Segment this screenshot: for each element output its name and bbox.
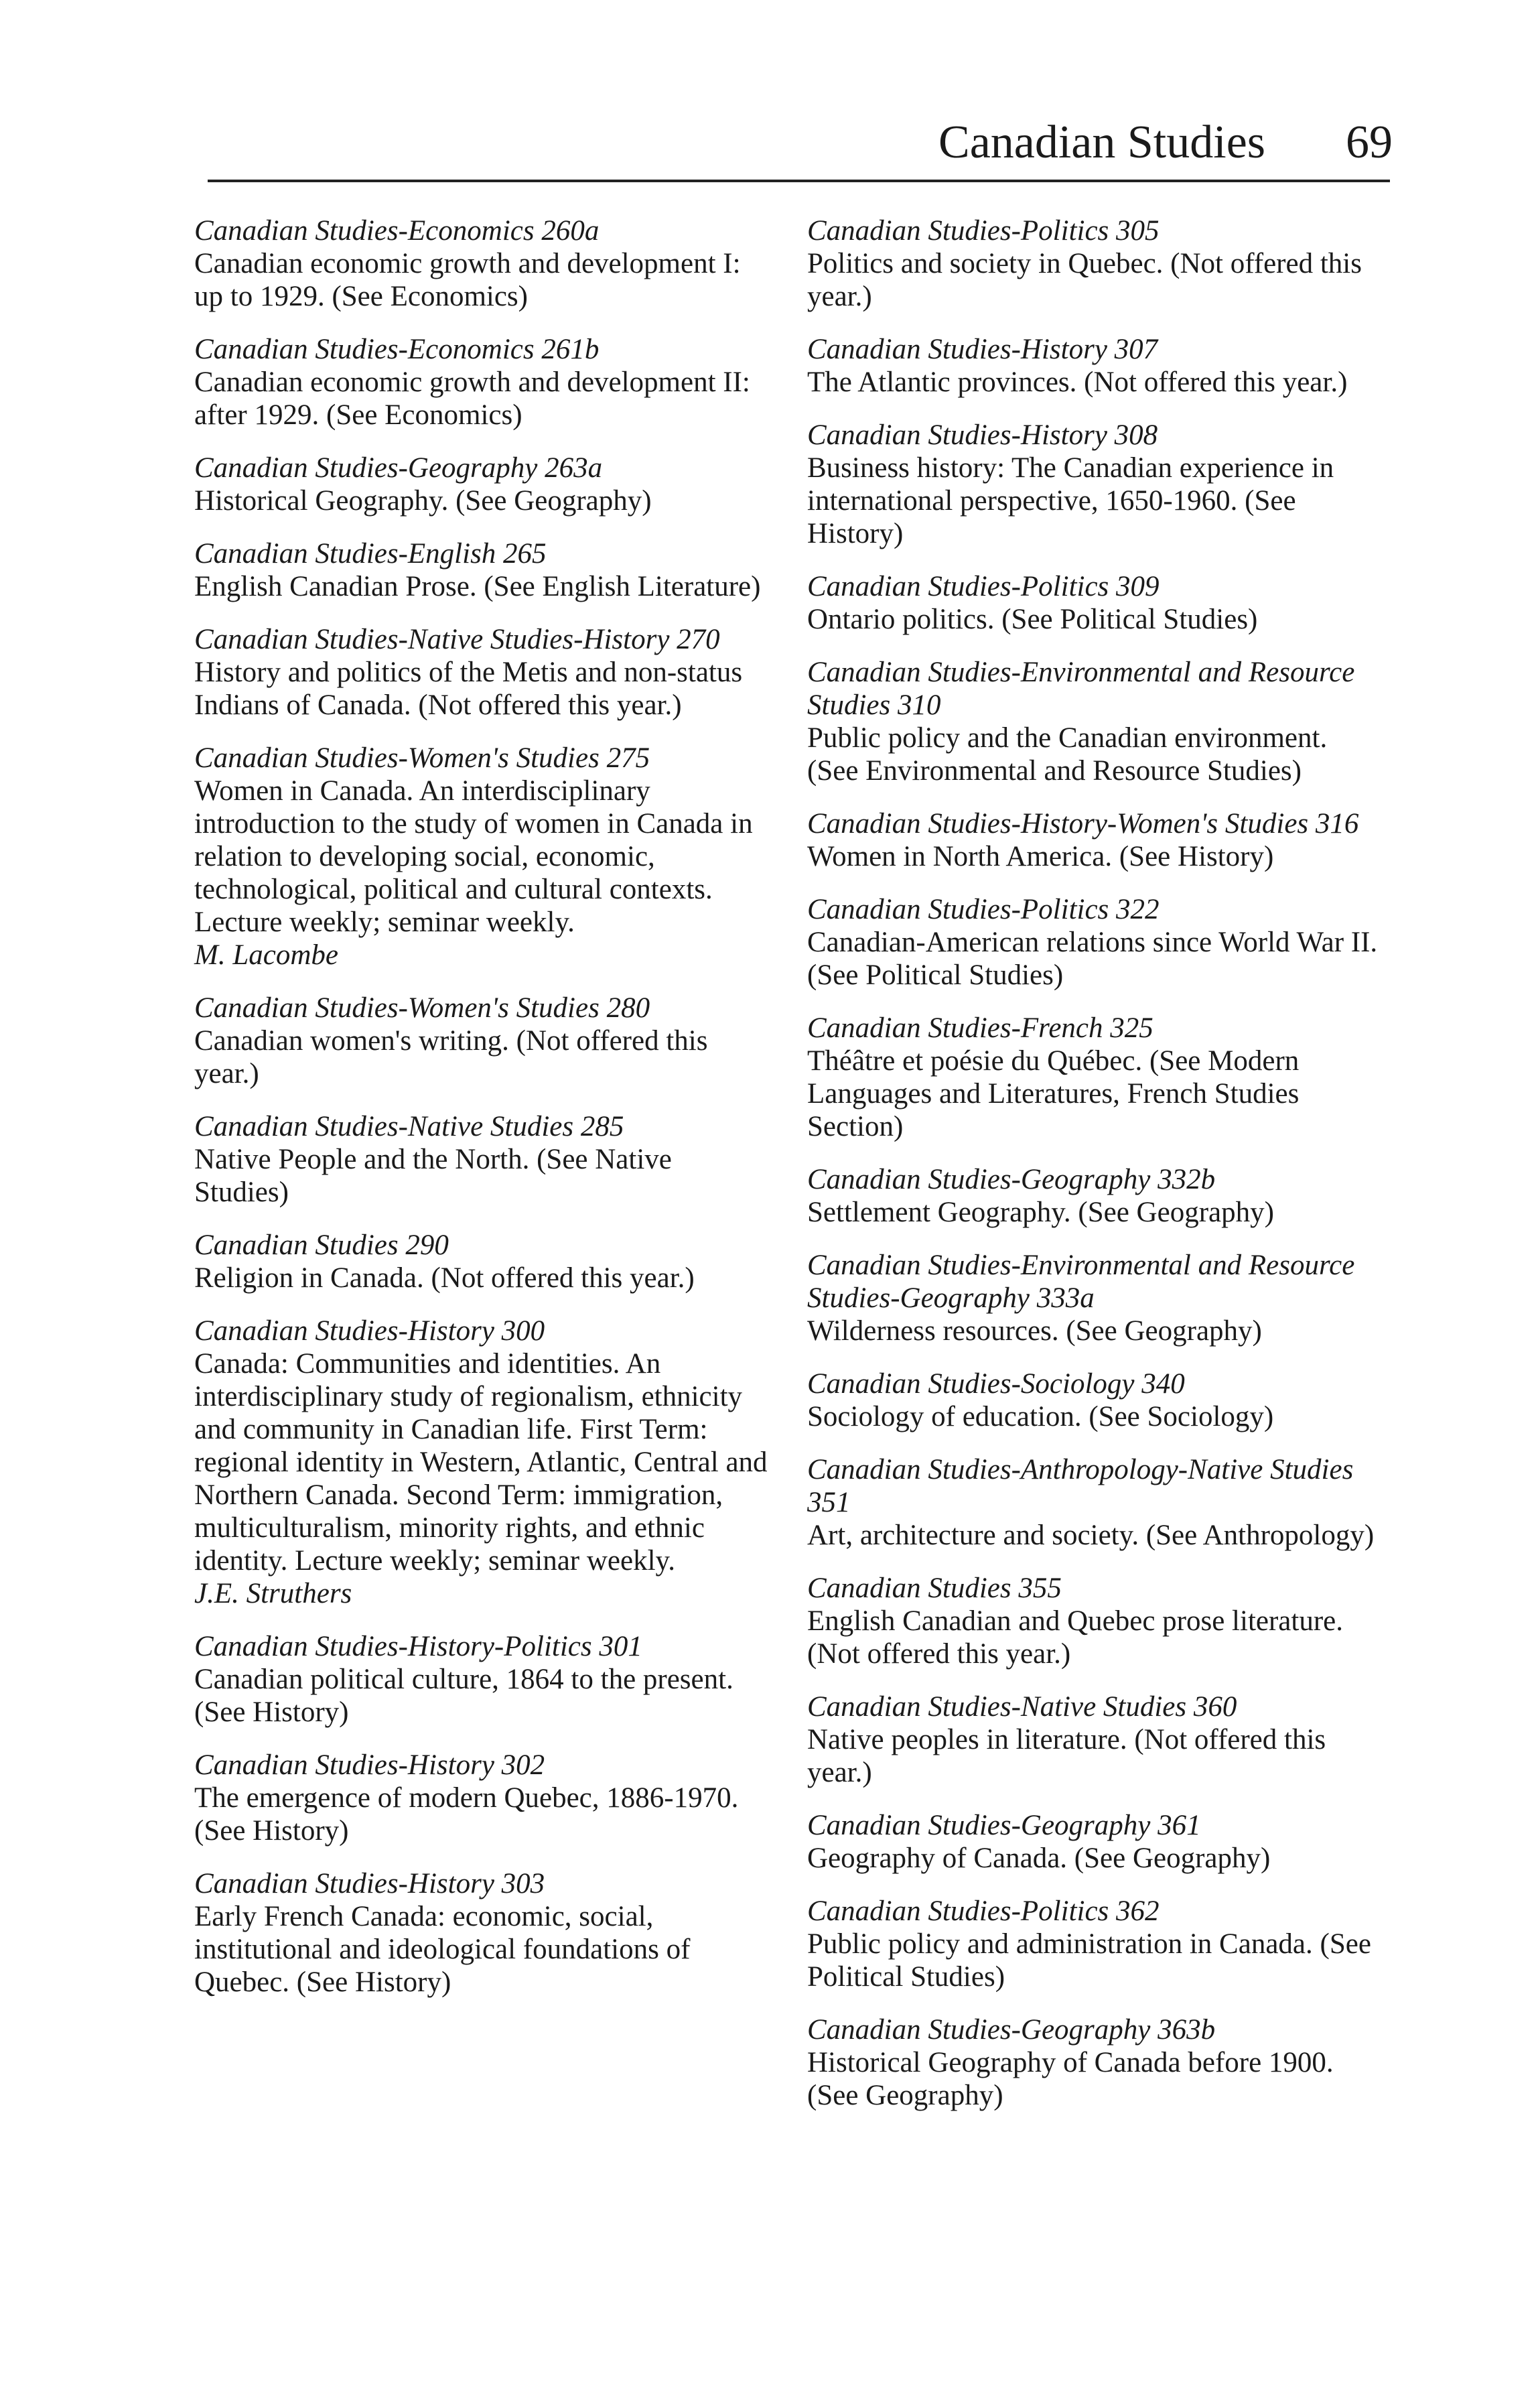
course-description: Wilderness resources. (See Geography)	[807, 1315, 1262, 1347]
course-description: Canada: Communities and identities. An interdisciplinary study of regionalism, ethnicity and community in Canadian life. First Term: regional identity in Western, Atlantic, Central and Northern Canada. Second Term: immigration, multiculturalism, minority rights, and ethnic identity. Lecture weekly; seminar weekly.	[194, 1348, 768, 1577]
course-entry	[807, 214, 1383, 313]
course-description: Canadian economic growth and development II: after 1929. (See Economics)	[194, 366, 750, 431]
course-description: Public policy and administration in Canada. (See Political Studies)	[807, 1928, 1371, 1993]
course-entry	[807, 1690, 1383, 1789]
course-title: Canadian Studies 290	[194, 1229, 449, 1261]
course-title: Canadian Studies-History-Women's Studies 316	[807, 808, 1359, 840]
course-title: Canadian Studies-English 265	[194, 538, 547, 570]
course-title: Canadian Studies-Politics 305	[807, 215, 1160, 247]
course-entry	[807, 807, 1383, 873]
page-header	[938, 119, 1393, 166]
course-description: English Canadian and Quebec prose literature. (Not offered this year.)	[807, 1605, 1343, 1670]
course-title: Canadian Studies-Economics 260a	[194, 215, 600, 247]
course-instructor: J.E. Struthers	[194, 1578, 352, 1609]
course-title: Canadian Studies-History 300	[194, 1315, 545, 1347]
course-title: Canadian Studies-History 303	[194, 1868, 545, 1899]
course-description: Ontario politics. (See Political Studies)	[807, 604, 1258, 635]
course-entry	[194, 214, 770, 313]
course-description: The emergence of modern Quebec, 1886-1970. (See History)	[194, 1782, 739, 1847]
course-description: Historical Geography. (See Geography)	[194, 485, 652, 517]
course-title: Canadian Studies-Environmental and Resource Studies 310	[807, 657, 1355, 721]
course-entry	[194, 333, 770, 431]
course-title: Canadian Studies-French 325	[807, 1012, 1153, 1044]
course-title: Canadian Studies-History-Politics 301	[194, 1631, 642, 1662]
course-entry	[807, 1809, 1383, 1875]
course-entry	[807, 893, 1383, 992]
right-column	[807, 214, 1383, 2132]
course-title: Canadian Studies-Geography 363b	[807, 2014, 1216, 2046]
course-description: Art, architecture and society. (See Anthropology)	[807, 1520, 1375, 1551]
course-description: Early French Canada: economic, social, institutional and ideological foundations of Quebec. (See History)	[194, 1901, 691, 1998]
course-entry	[807, 333, 1383, 399]
course-description: Business history: The Canadian experience in international perspective, 1650-1960. (See History)	[807, 452, 1334, 549]
course-description: Politics and society in Quebec. (Not offered this year.)	[807, 248, 1362, 312]
course-description: Public policy and the Canadian environment. (See Environmental and Resource Studies)	[807, 722, 1328, 787]
course-title: Canadian Studies-History 307	[807, 334, 1158, 365]
course-description: Settlement Geography. (See Geography)	[807, 1197, 1274, 1228]
course-description: Théâtre et poésie du Québec. (See Modern Languages and Literatures, French Studies Section)	[807, 1045, 1300, 1142]
course-entry	[807, 656, 1383, 787]
course-title: Canadian Studies-History 308	[807, 419, 1158, 451]
course-title: Canadian Studies-Politics 362	[807, 1895, 1160, 1927]
course-entry	[807, 1249, 1383, 1347]
course-title: Canadian Studies-Native Studies 285	[194, 1111, 624, 1142]
course-entry	[807, 419, 1383, 550]
course-description: History and politics of the Metis and non-status Indians of Canada. (Not offered this year.)	[194, 657, 743, 721]
course-description: Women in Canada. An interdisciplinary introduction to the study of women in Canada in relation to developing social, economic, technological, political and cultural contexts. Lecture weekly; seminar weekly.	[194, 775, 753, 938]
course-description: Canadian economic growth and development I: up to 1929. (See Economics)	[194, 248, 741, 312]
course-entry	[194, 1867, 770, 1999]
course-entry	[194, 623, 770, 722]
course-entry	[194, 1749, 770, 1847]
left-column	[194, 214, 770, 2019]
course-title: Canadian Studies-Geography 263a	[194, 452, 603, 484]
course-description: The Atlantic provinces. (Not offered this year.)	[807, 366, 1348, 398]
course-entry	[807, 1895, 1383, 1993]
course-title: Canadian Studies-Geography 332b	[807, 1164, 1216, 1195]
course-title: Canadian Studies-Native Studies-History 270	[194, 624, 720, 655]
course-entry	[807, 1012, 1383, 1143]
course-description: Canadian-American relations since World War II. (See Political Studies)	[807, 927, 1378, 991]
course-title: Canadian Studies-Anthropology-Native Studies 351	[807, 1454, 1354, 1518]
header-rule	[208, 180, 1390, 182]
course-entry	[194, 1315, 770, 1610]
course-title: Canadian Studies-Geography 361	[807, 1810, 1201, 1841]
course-entry	[807, 2013, 1383, 2112]
course-title: Canadian Studies-Native Studies 360	[807, 1691, 1237, 1723]
course-title: Canadian Studies-Women's Studies 275	[194, 742, 650, 774]
course-entry	[194, 992, 770, 1090]
course-description: Canadian women's writing. (Not offered this year.)	[194, 1025, 708, 1089]
course-description: Historical Geography of Canada before 1900. (See Geography)	[807, 2047, 1334, 2111]
course-entry	[807, 1163, 1383, 1229]
course-entry	[807, 570, 1383, 636]
course-title: Canadian Studies-Politics 309	[807, 571, 1160, 602]
course-entry	[807, 1367, 1383, 1433]
course-entry	[807, 1572, 1383, 1670]
course-entry	[194, 1229, 770, 1294]
course-description: Sociology of education. (See Sociology)	[807, 1401, 1274, 1432]
course-entry	[807, 1453, 1383, 1552]
course-entry	[194, 1630, 770, 1729]
course-title: Canadian Studies-Sociology 340	[807, 1368, 1185, 1400]
course-title: Canadian Studies-Women's Studies 280	[194, 992, 650, 1024]
course-description: English Canadian Prose. (See English Literature)	[194, 571, 761, 602]
course-title: Canadian Studies-History 302	[194, 1749, 545, 1781]
page-number: 69	[1346, 117, 1393, 168]
course-title: Canadian Studies-Economics 261b	[194, 334, 600, 365]
course-description: Geography of Canada. (See Geography)	[807, 1843, 1271, 1874]
course-entry	[194, 452, 770, 517]
course-entry	[194, 742, 770, 972]
course-instructor: M. Lacombe	[194, 939, 338, 971]
course-description: Religion in Canada. (Not offered this year.)	[194, 1262, 695, 1294]
course-entry	[194, 1110, 770, 1209]
course-description: Native peoples in literature. (Not offered this year.)	[807, 1724, 1326, 1788]
course-entry	[194, 537, 770, 603]
course-description: Native People and the North. (See Native Studies)	[194, 1144, 672, 1208]
course-title: Canadian Studies-Environmental and Resource Studies-Geography 333a	[807, 1250, 1355, 1314]
course-title: Canadian Studies-Politics 322	[807, 894, 1160, 925]
course-description: Women in North America. (See History)	[807, 841, 1274, 872]
course-description: Canadian political culture, 1864 to the present. (See History)	[194, 1664, 733, 1728]
section-title: Canadian Studies	[938, 117, 1265, 168]
course-title: Canadian Studies 355	[807, 1573, 1062, 1604]
